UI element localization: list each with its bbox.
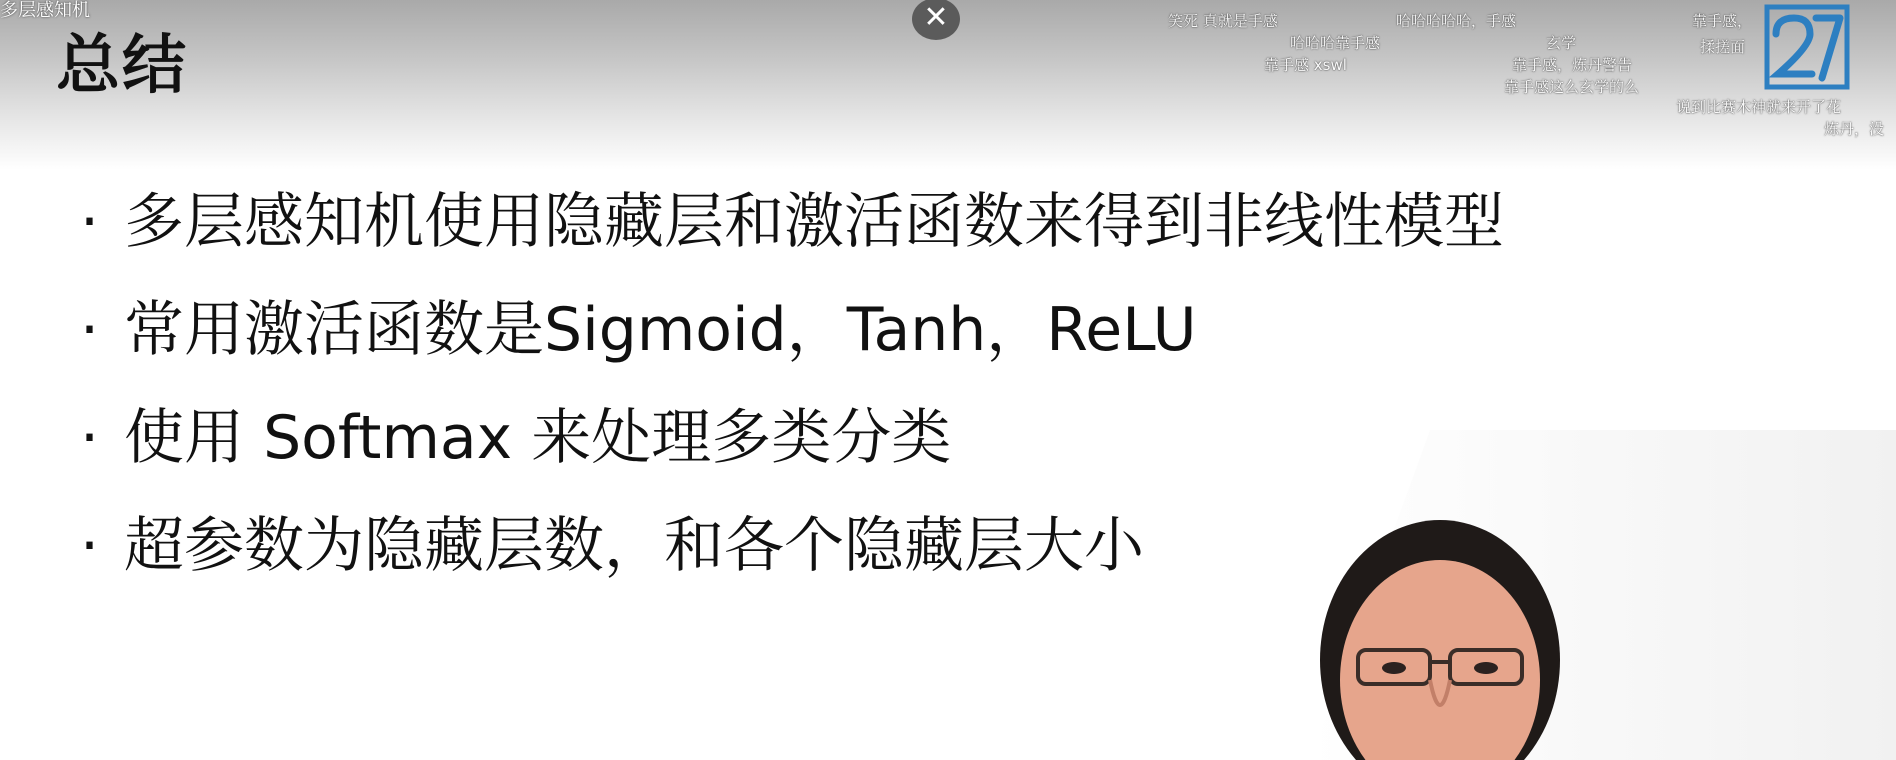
danmaku-comment: 哈哈哈靠手感 [1290,34,1381,52]
bullet-marker: · [80,403,100,473]
summary-bullet-list [80,186,1504,618]
danmaku-comment: 炼丹，没 [1824,120,1885,138]
presenter-video [1300,430,1896,760]
bullet-item [80,402,1504,510]
danmaku-comment: 靠手感，炼丹警告 [1512,56,1633,74]
bullet-item [80,294,1504,402]
bullet-item [80,186,1504,294]
bullet-marker: · [80,295,100,365]
bullet-text: 多层感知机使用隐藏层和激活函数来得到非线性模型 [124,187,1504,257]
danmaku-comment: 说到比赛木神就来开了花 [1676,98,1842,116]
danmaku-comment: 揉搓面 [1700,38,1746,56]
danmaku-comment: 靠手感， [1692,12,1753,30]
danmaku-comment: 笑死 真就是手感 [1168,12,1278,30]
bullet-marker: · [80,511,100,581]
close-icon: ✕ [923,0,949,35]
bullet-text: 超参数为隐藏层数，和各个隐藏层大小 [124,511,1144,581]
bullet-item [80,510,1504,618]
danmaku-comment: 靠手感这么玄学的么 [1504,78,1640,96]
bullet-text: 常用激活函数是Sigmoid，Tanh，ReLU [124,295,1197,365]
danmaku-comment: 玄学 [1546,34,1577,52]
logo-27-icon [1764,4,1850,90]
slide-title: 总结 [56,29,188,103]
danmaku-comment: 靠手感 xswl [1264,56,1347,74]
presenter-eye [1382,662,1406,674]
video-title: 多层感知机 [0,0,90,21]
danmaku-comment: 哈哈哈哈哈，手感 [1396,12,1517,30]
bullet-text: 使用 Softmax 来处理多类分类 [124,403,952,473]
bullet-marker: · [80,187,100,257]
presenter-eye [1474,662,1498,674]
